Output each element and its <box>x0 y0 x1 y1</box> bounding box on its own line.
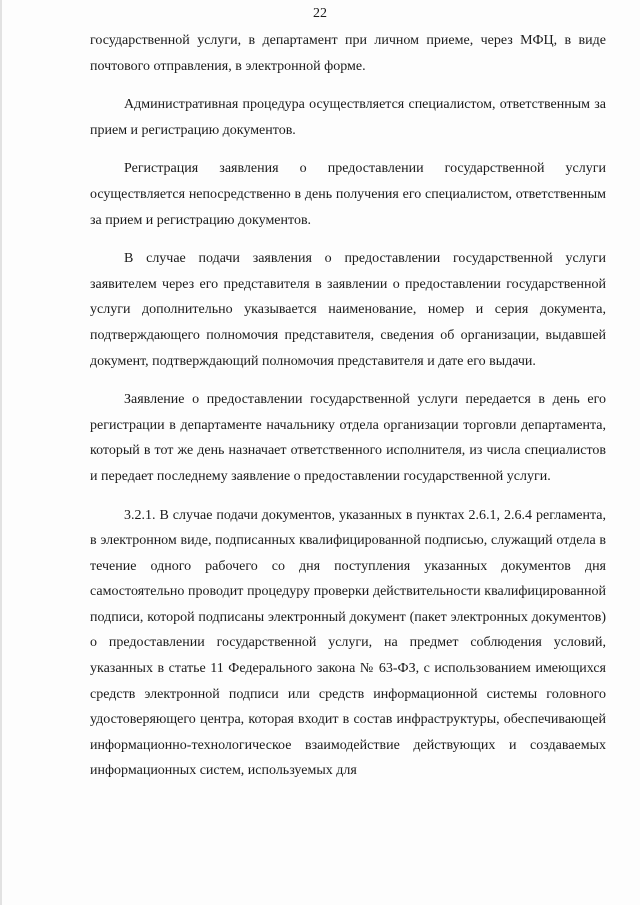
page-number: 22 <box>313 6 327 21</box>
paragraph-registration: Регистрация заявления о предоставлении государственной услуги осуществляется непосредственно в день получения его специалистом, ответственным за прием и регистрацию документов. <box>90 161 606 228</box>
paragraph-continuation: государственной услуги, в департамент при личном приеме, через МФЦ, в виде почтового отправления, в электронной форме. <box>90 33 606 74</box>
paragraph-representative: В случае подачи заявления о предоставлении государственной услуги заявителем через его представителя в заявлении о предоставлении государственной услуги дополнительно указывается наименование, номер и серия документа, подтверждающего полномочия представителя, сведения об организации, выдавшей документ, подтверждающий полномочия представителя и дате его выдачи. <box>90 251 606 369</box>
document-body <box>90 28 606 784</box>
paragraph-administrative-procedure: Административная процедура осуществляется специалистом, ответственным за прием и регистрацию документов. <box>90 97 606 138</box>
paragraph-transfer: Заявление о предоставлении государственной услуги передается в день его регистрации в департаменте начальнику отдела организации торговли департамента, который в тот же день назначает ответственного исполнителя, из числа специалистов и передает последнему заявление о предоставлении государственной услуги. <box>90 392 606 484</box>
paragraph-3-2-1: 3.2.1. В случае подачи документов, указанных в пунктах 2.6.1, 2.6.4 регламента, в электронном виде, подписанных квалифицированной подписью, служащий отдела в течение одного рабочего со дня поступления указанных документов дня самостоятельно проводит процедуру проверки действительности квалифицированной подписи, которой подписаны электронный документ (пакет электронных документов) о предоставлении государственной услуги, на предмет соблюдения условий, указанных в статье 11 Федерального закона № 63-ФЗ, с использованием имеющихся средств электронной подписи или средств информационной системы головного удостоверяющего центра, которая входит в состав инфраструктуры, обеспечивающей информационно-технологическое взаимодействие действующих и создаваемых информационных систем, используемых для <box>90 507 606 779</box>
scan-edge <box>0 0 2 905</box>
